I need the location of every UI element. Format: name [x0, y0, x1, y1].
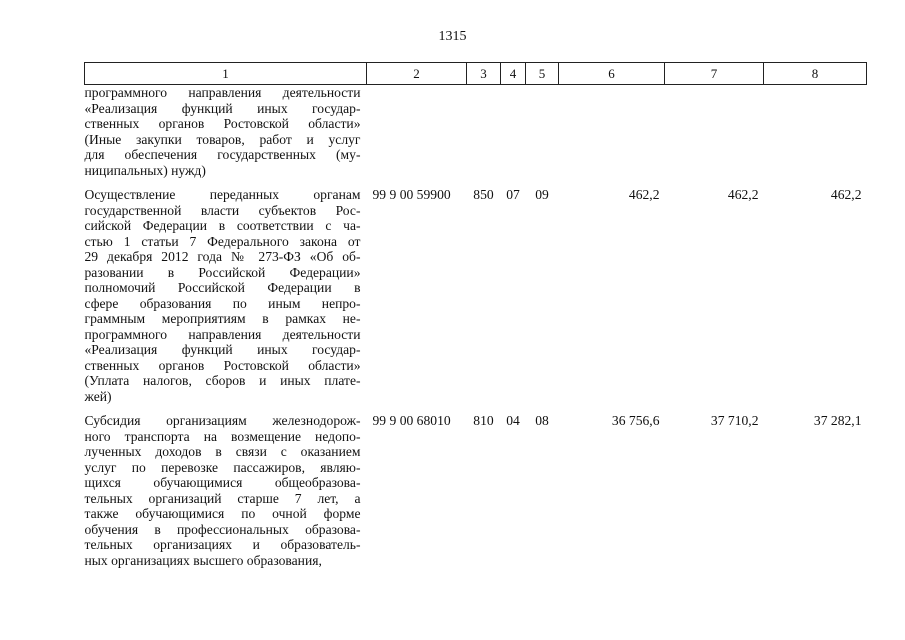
description-line: (Иные закупки товаров, работ и услуг — [84, 131, 361, 147]
description-line: ственных органов Ростовской области» — [84, 116, 361, 131]
budget-table — [84, 62, 867, 568]
amount-year3-cell — [764, 85, 867, 179]
description-line: ных организациях высшего образования, — [84, 552, 322, 568]
amount-year3-cell: 462,2 — [830, 187, 862, 202]
description-cell — [85, 404, 367, 568]
amount-year2-cell: 37 710,2 — [710, 413, 759, 428]
description-line: для обеспечения государственных (му- — [84, 147, 361, 162]
amount-year1-cell: 462,2 — [628, 187, 660, 202]
description-line: Субсидия организациям железнодорож- — [84, 413, 361, 428]
description-line: тельных организациях и образователь- — [84, 537, 361, 552]
section-cell — [501, 85, 526, 179]
column-header: 1 — [85, 63, 367, 85]
description-line: программного направления деятельности — [84, 326, 361, 342]
table-row — [85, 404, 867, 568]
amount-year1-cell: 36 756,6 — [611, 413, 660, 428]
table-row — [85, 178, 867, 404]
description-line: программного направления деятельности — [84, 85, 361, 100]
column-header: 8 — [764, 63, 867, 85]
subsection-cell: 08 — [535, 413, 549, 428]
description-line: полномочий Российской Федерации в — [84, 280, 361, 295]
expense-type-cell: 810 — [473, 413, 494, 428]
description-line: ниципальных) нужд) — [84, 162, 206, 178]
amount-year2-cell: 462,2 — [727, 187, 759, 202]
section-cell: 07 — [506, 187, 520, 202]
description-line: лученных доходов в связи с оказанием — [84, 444, 361, 459]
column-header: 4 — [501, 63, 526, 85]
table-row — [85, 85, 867, 179]
description-line: ного транспорта на возмещение недопо- — [84, 428, 361, 444]
target-article-cell: 99 9 00 68010 — [372, 413, 451, 428]
column-header: 7 — [665, 63, 764, 85]
expense-type-cell — [467, 85, 501, 179]
description-line: ственных органов Ростовской области» — [84, 357, 361, 373]
description-line: тельных организаций старше 7 лет, а — [84, 490, 361, 506]
description-line: 29 декабря 2012 года № 273-ФЗ «Об об- — [84, 249, 361, 264]
subsection-cell — [526, 85, 559, 179]
column-header: 5 — [526, 63, 559, 85]
amount-year2-cell — [665, 85, 764, 179]
description-line: государственной власти субъектов Рос- — [84, 202, 361, 218]
section-cell: 04 — [506, 413, 520, 428]
column-header: 2 — [367, 63, 467, 85]
description-line: услуг по перевозке пассажиров, являю- — [84, 459, 361, 475]
subsection-cell: 09 — [535, 187, 549, 202]
description-line: граммным мероприятиям в рамках не- — [84, 311, 361, 326]
table-body — [85, 85, 867, 569]
description-line: «Реализация функций иных государ- — [84, 342, 361, 357]
target-article-cell: 99 9 00 59900 — [372, 187, 451, 202]
description-line: щихся обучающимися общеобразова- — [84, 475, 361, 490]
expense-type-cell: 850 — [473, 187, 494, 202]
description-line: разовании в Российской Федерации» — [84, 264, 361, 280]
description-line: обучения в профессиональных образова- — [84, 521, 361, 537]
description-line: жей) — [84, 388, 112, 404]
column-header: 6 — [559, 63, 665, 85]
description-line: (Уплата налогов, сборов и иных плате- — [84, 373, 361, 388]
column-number-header-row — [85, 63, 867, 85]
page-number: 1315 — [438, 29, 467, 44]
amount-year3-cell: 37 282,1 — [813, 413, 862, 428]
column-header: 3 — [467, 63, 501, 85]
description-line: сфере образования по иным непро- — [84, 295, 361, 311]
target-article-cell — [367, 85, 467, 179]
description-cell — [85, 178, 367, 404]
description-cell — [85, 85, 367, 179]
description-line: также обучающимися по очной форме — [84, 506, 361, 521]
amount-year1-cell — [559, 85, 665, 179]
description-line: Осуществление переданных органам — [84, 187, 361, 202]
description-line: «Реализация функций иных государ- — [84, 100, 361, 116]
description-line: сийской Федерации в соответствии с ча- — [84, 218, 361, 233]
description-line: стью 1 статьи 7 Федерального закона от — [84, 233, 361, 249]
